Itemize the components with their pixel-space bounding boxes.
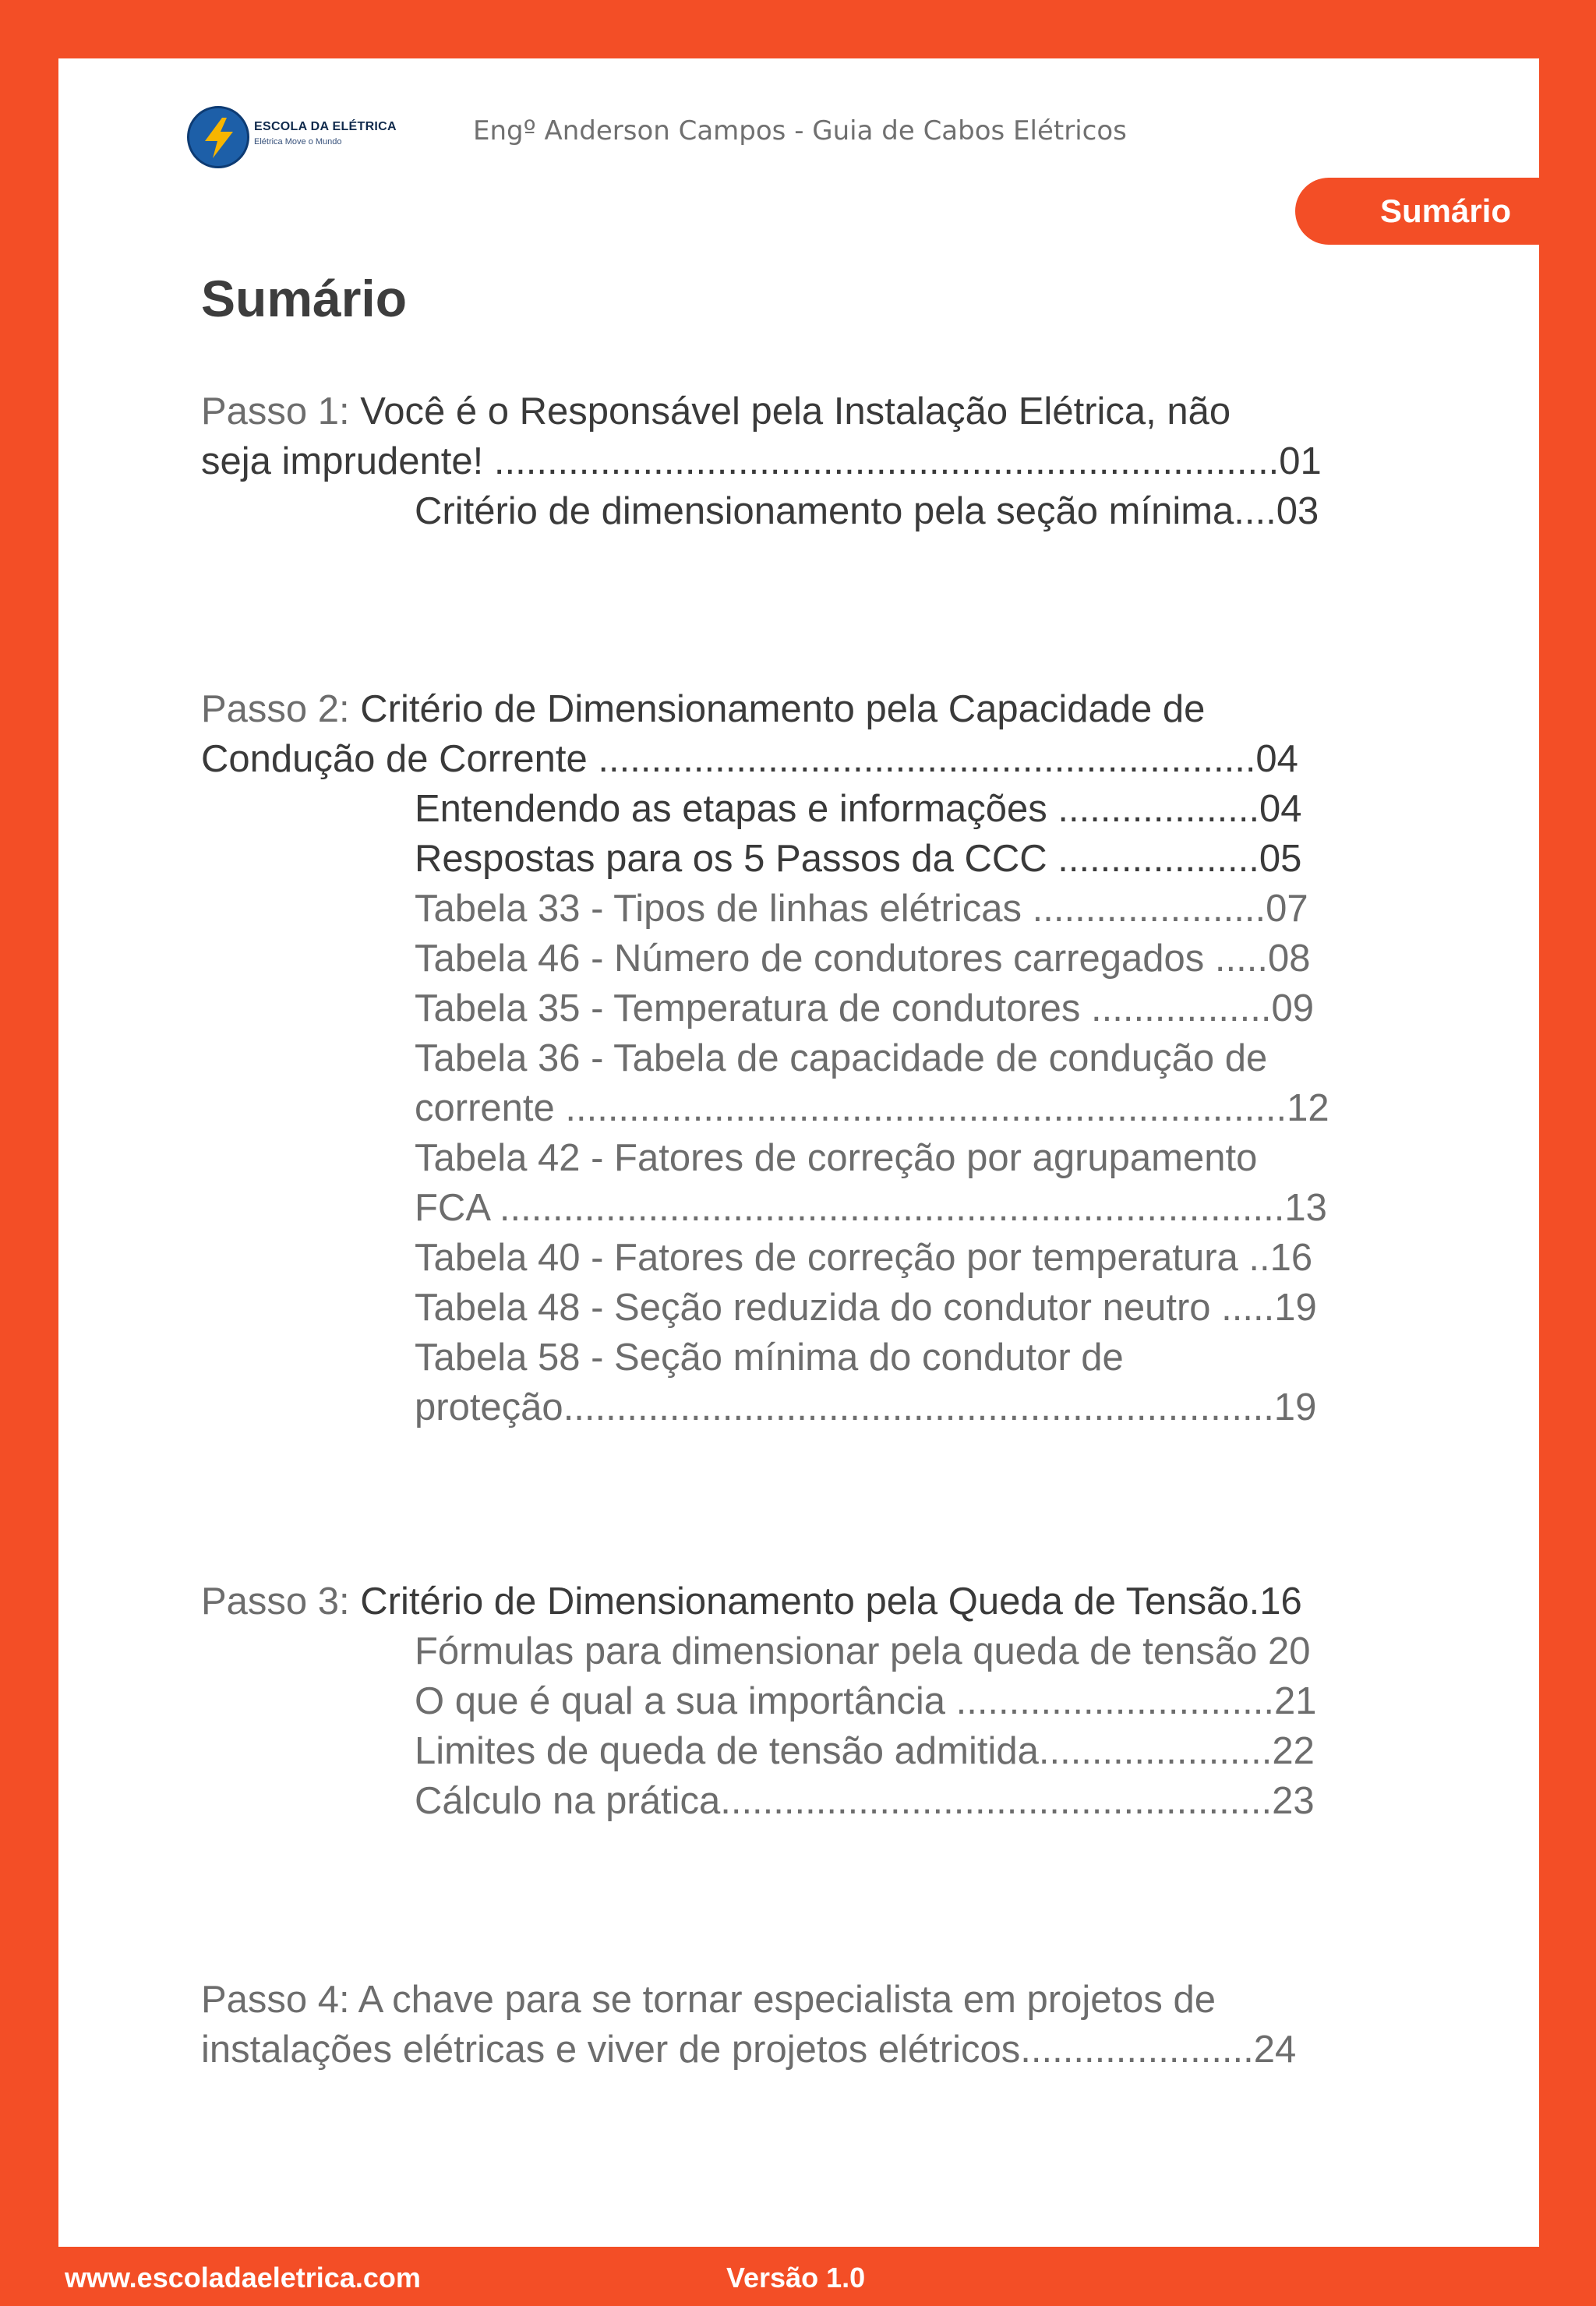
- toc-passo3-heading[interactable]: [201, 1577, 1302, 1626]
- toc-entry[interactable]: Entendendo as etapas e informações ...................04: [415, 788, 1302, 830]
- toc-entry[interactable]: Tabela 35 - Temperatura de condutores .................09: [415, 987, 1314, 1029]
- school-logo: [187, 106, 397, 171]
- toc-passo2-prefix: Passo 2:: [201, 688, 350, 730]
- toc-passo2-title: Critério de Dimensionamento pela Capacidade de: [349, 688, 1206, 730]
- toc-passo3-prefix: Passo 3:: [201, 1580, 350, 1623]
- toc-entry[interactable]: corrente ....................................................................12: [415, 1087, 1329, 1129]
- lightning-bolt-icon: [187, 106, 249, 168]
- toc-entry[interactable]: Tabela 48 - Seção reduzida do condutor neutro .....19: [415, 1287, 1317, 1329]
- toc-entry[interactable]: Tabela 36 - Tabela de capacidade de condução de: [415, 1037, 1268, 1079]
- toc-passo3-title: Critério de Dimensionamento pela Queda de Tensão.16: [349, 1580, 1302, 1623]
- toc-entry[interactable]: Critério de dimensionamento pela seção mínima....03: [415, 490, 1319, 532]
- footer-website-link[interactable]: www.escoladaeletrica.com: [65, 2262, 421, 2294]
- logo-tagline: Elétrica Move o Mundo: [254, 137, 342, 147]
- toc-passo1-title: Você é o Responsável pela Instalação Elétrica, não: [349, 390, 1231, 433]
- logo-name: ESCOLA DA ELÉTRICA: [254, 120, 397, 133]
- toc-entry[interactable]: Tabela 42 - Fatores de correção por agrupamento: [415, 1137, 1258, 1179]
- toc-passo4-heading[interactable]: Passo 4: A chave para se tornar especialista em projetos de: [201, 1979, 1216, 2021]
- toc-passo1-prefix: Passo 1:: [201, 390, 350, 433]
- toc-passo2-line2[interactable]: Condução de Corrente ..............................................................04: [201, 738, 1298, 780]
- toc-entry[interactable]: Limites de queda de tensão admitida......................22: [415, 1730, 1315, 1772]
- toc-entry[interactable]: proteção...................................................................19: [415, 1386, 1317, 1428]
- toc-entry[interactable]: Tabela 33 - Tipos de linhas elétricas ......................07: [415, 888, 1308, 930]
- toc-entry[interactable]: Tabela 46 - Número de condutores carregados .....08: [415, 938, 1311, 980]
- toc-entry[interactable]: FCA ..........................................................................13: [415, 1187, 1327, 1229]
- footer-version: Versão 1.0: [726, 2262, 866, 2294]
- toc-passo4-line2[interactable]: instalações elétricas e viver de projetos elétricos......................24: [201, 2029, 1297, 2071]
- toc-entry[interactable]: Respostas para os 5 Passos da CCC ...................05: [415, 838, 1302, 880]
- toc-entry[interactable]: Tabela 58 - Seção mínima do condutor de: [415, 1337, 1124, 1379]
- toc-entry[interactable]: Fórmulas para dimensionar pela queda de tensão 20: [415, 1630, 1311, 1672]
- toc-passo1-heading[interactable]: [201, 387, 1231, 436]
- toc-entry[interactable]: Cálculo na prática....................................................23: [415, 1780, 1315, 1822]
- toc-passo1-line2[interactable]: seja imprudente! ..........................................................................01: [201, 440, 1322, 482]
- toc-entry[interactable]: O que é qual a sua importância ..............................21: [415, 1680, 1317, 1722]
- toc-passo2-heading[interactable]: [201, 684, 1205, 734]
- toc-entry[interactable]: Tabela 40 - Fatores de correção por temperatura ..16: [415, 1237, 1313, 1279]
- header-author-title: Engº Anderson Campos - Guia de Cabos Elétricos: [473, 115, 1127, 147]
- section-tab: Sumário: [1295, 178, 1596, 245]
- page-title: Sumário: [201, 270, 408, 327]
